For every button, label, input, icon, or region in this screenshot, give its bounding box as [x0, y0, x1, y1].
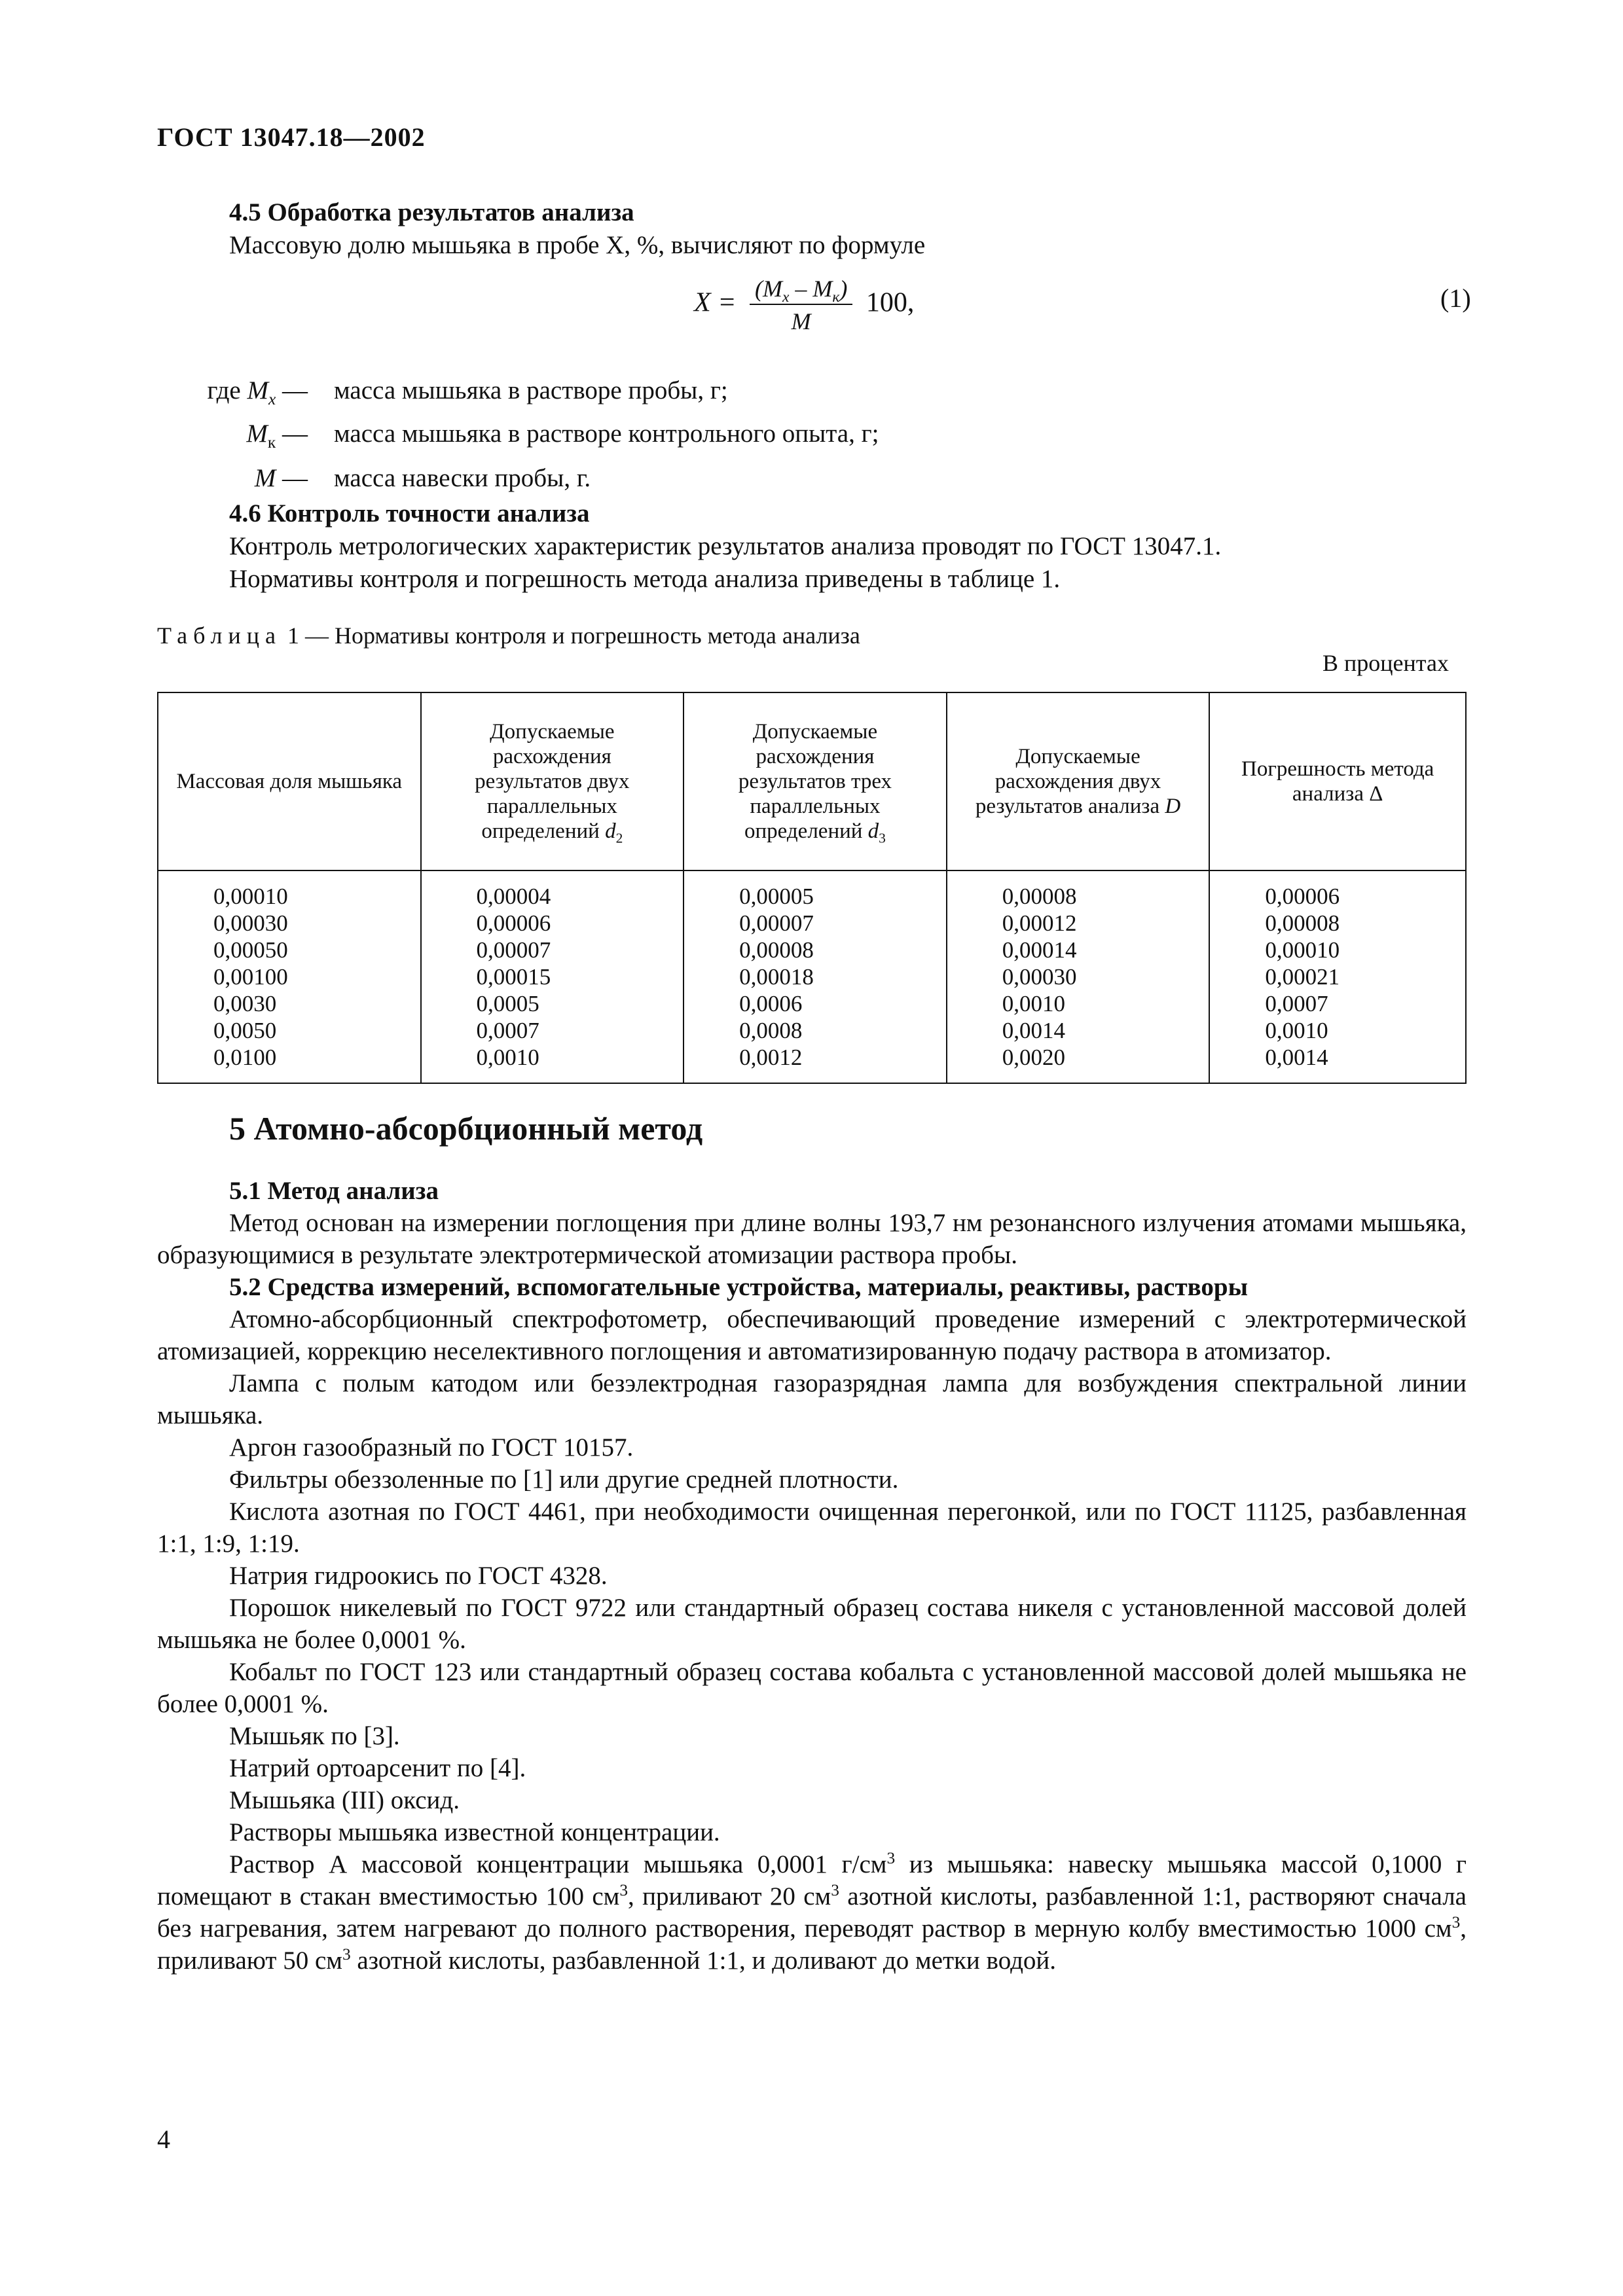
table-row: 0,0050 0,0007 0,0008 0,0014 0,0010: [158, 1017, 1466, 1044]
paragraph: Атомно-абсорбционный спектрофотометр, обеспечивающий проведение измерений с электротермической атомизацией, коррекцию неселективного поглощения и автоматизированную подачу раствора в атомизатор.: [157, 1305, 1467, 1365]
section-4-6-title: 4.6 Контроль точности анализа: [229, 499, 590, 528]
where-item-1: где $M_x$ — масса мышьяка в растворе пробы, г;: [207, 376, 728, 408]
formula-numerator: $(M_x - M_к)$: [750, 275, 852, 305]
paragraph: Натрий ортоарсенит по [4].: [229, 1754, 526, 1782]
norms-table: [157, 692, 1467, 1084]
section-4-6: [157, 497, 1467, 596]
formula-denominator: M: [791, 308, 811, 334]
section-4-5-intro: Массовую долю мышьяка в пробе X, %, вычисляют по формуле: [229, 231, 926, 259]
table-header-row: [158, 692, 1466, 870]
paragraph: Лампа с полым катодом или безэлектродная газоразрядная лампа для возбуждения спектральной линии мышьяка.: [157, 1369, 1467, 1429]
table-row: 0,00030 0,00006 0,00007 0,00012 0,00008: [158, 910, 1466, 937]
paragraph: Порошок никелевый по ГОСТ 9722 или стандартный образец состава никеля с установленной массовой долей мышьяка не более 0,0001 %.: [157, 1594, 1467, 1654]
page-number: 4: [157, 2125, 170, 2154]
section-5-body: [157, 1175, 1467, 1977]
section-5-1-title: 5.1 Метод анализа: [229, 1177, 439, 1205]
col-header-d3: Допускаемые расхождения результатов трех параллельных определений $d_3$: [684, 692, 947, 870]
table-caption: Таблица 1 — Нормативы контроля и погрешность метода анализа: [157, 622, 860, 649]
section-5-2-title: 5.2 Средства измерений, вспомогательные устройства, материалы, реактивы, растворы: [229, 1273, 1249, 1301]
table-unit: В процентах: [1322, 650, 1449, 676]
table-row: 0,00100 0,00015 0,00018 0,00030 0,00021: [158, 963, 1466, 990]
table-row: 0,00010 0,00004 0,00005 0,00008 0,00006: [158, 870, 1466, 910]
section-5-title: 5 Атомно-абсорбционный метод: [229, 1110, 703, 1147]
paragraph: Мышьяка (III) оксид.: [229, 1786, 460, 1814]
section-4-6-p1: Контроль метрологических характеристик результатов анализа проводят по ГОСТ 13047.1.: [229, 532, 1222, 560]
table-row: 0,0100 0,0010 0,0012 0,0020 0,0014: [158, 1044, 1466, 1083]
where-item-3: M — масса навески пробы, г.: [254, 464, 591, 492]
paragraph: Мышьяк по [3].: [229, 1722, 400, 1750]
solution-a-paragraph: Раствор А массовой концентрации мышьяка 0,0001 $г/см^3$ из мышьяка: навеску мышьяка массой 0,1000 г помещают в стакан вместимостью 100 $см^3$, приливают 20 $см^3$ азотной кислоты, разбавленной 1:1, растворяют сначала без нагревания, затем нагревают до полного растворения, переводят раствор в мерную колбу вместимостью 1000 $см^3$, приливают 50 $см^3$ азотной кислоты, разбавленной 1:1, и доливают до метки водой.: [157, 1849, 1467, 1975]
paragraph: Растворы мышьяка известной концентрации.: [229, 1818, 720, 1846]
col-header-D: Допускаемые расхождения двух результатов анализа D: [947, 692, 1210, 870]
section-4-5: [157, 196, 1467, 262]
section-5-1-text: Метод основан на измерении поглощения при длине волны 193,7 нм резонансного излучения атомами мышьяка, образующимися в результате электротермической атомизации раствора пробы.: [157, 1209, 1467, 1269]
paragraph: Фильтры обеззоленные по [1] или другие средней плотности.: [229, 1465, 899, 1494]
col-header-d2: Допускаемые расхождения результатов двух параллельных определений $d_2$: [421, 692, 684, 870]
paragraph: Аргон газообразный по ГОСТ 10157.: [229, 1433, 634, 1462]
formula-fraction: [750, 275, 852, 335]
equation-number: (1): [1440, 283, 1471, 313]
section-4-5-title: 4.5 Обработка результатов анализа: [229, 198, 634, 226]
formula-rhs: 100,: [866, 287, 915, 318]
paragraph: Кислота азотная по ГОСТ 4461, при необходимости очищенная перегонкой, или по ГОСТ 11125, разбавленная 1:1, 1:9, 1:19.: [157, 1498, 1467, 1558]
standard-header: ГОСТ 13047.18—2002: [157, 122, 426, 152]
formula-1: [694, 275, 914, 335]
paragraph: Натрия гидроокись по ГОСТ 4328.: [229, 1562, 608, 1590]
col-header-delta: Погрешность метода анализа Δ: [1209, 692, 1466, 870]
table-row: 0,00050 0,00007 0,00008 0,00014 0,00010: [158, 937, 1466, 963]
section-4-6-p2: Нормативы контроля и погрешность метода анализа приведены в таблице 1.: [229, 565, 1061, 593]
col-header-mass-fraction: Массовая доля мышьяка: [158, 692, 421, 870]
table-row: 0,0030 0,0005 0,0006 0,0010 0,0007: [158, 990, 1466, 1017]
where-item-2: $M_к$ — масса мышьяка в растворе контрольного опыта, г;: [246, 420, 879, 452]
formula-lhs: X =: [694, 287, 737, 318]
paragraph: Кобальт по ГОСТ 123 или стандартный образец состава кобальта с установленной массовой долей мышьяка не более 0,0001 %.: [157, 1658, 1467, 1718]
